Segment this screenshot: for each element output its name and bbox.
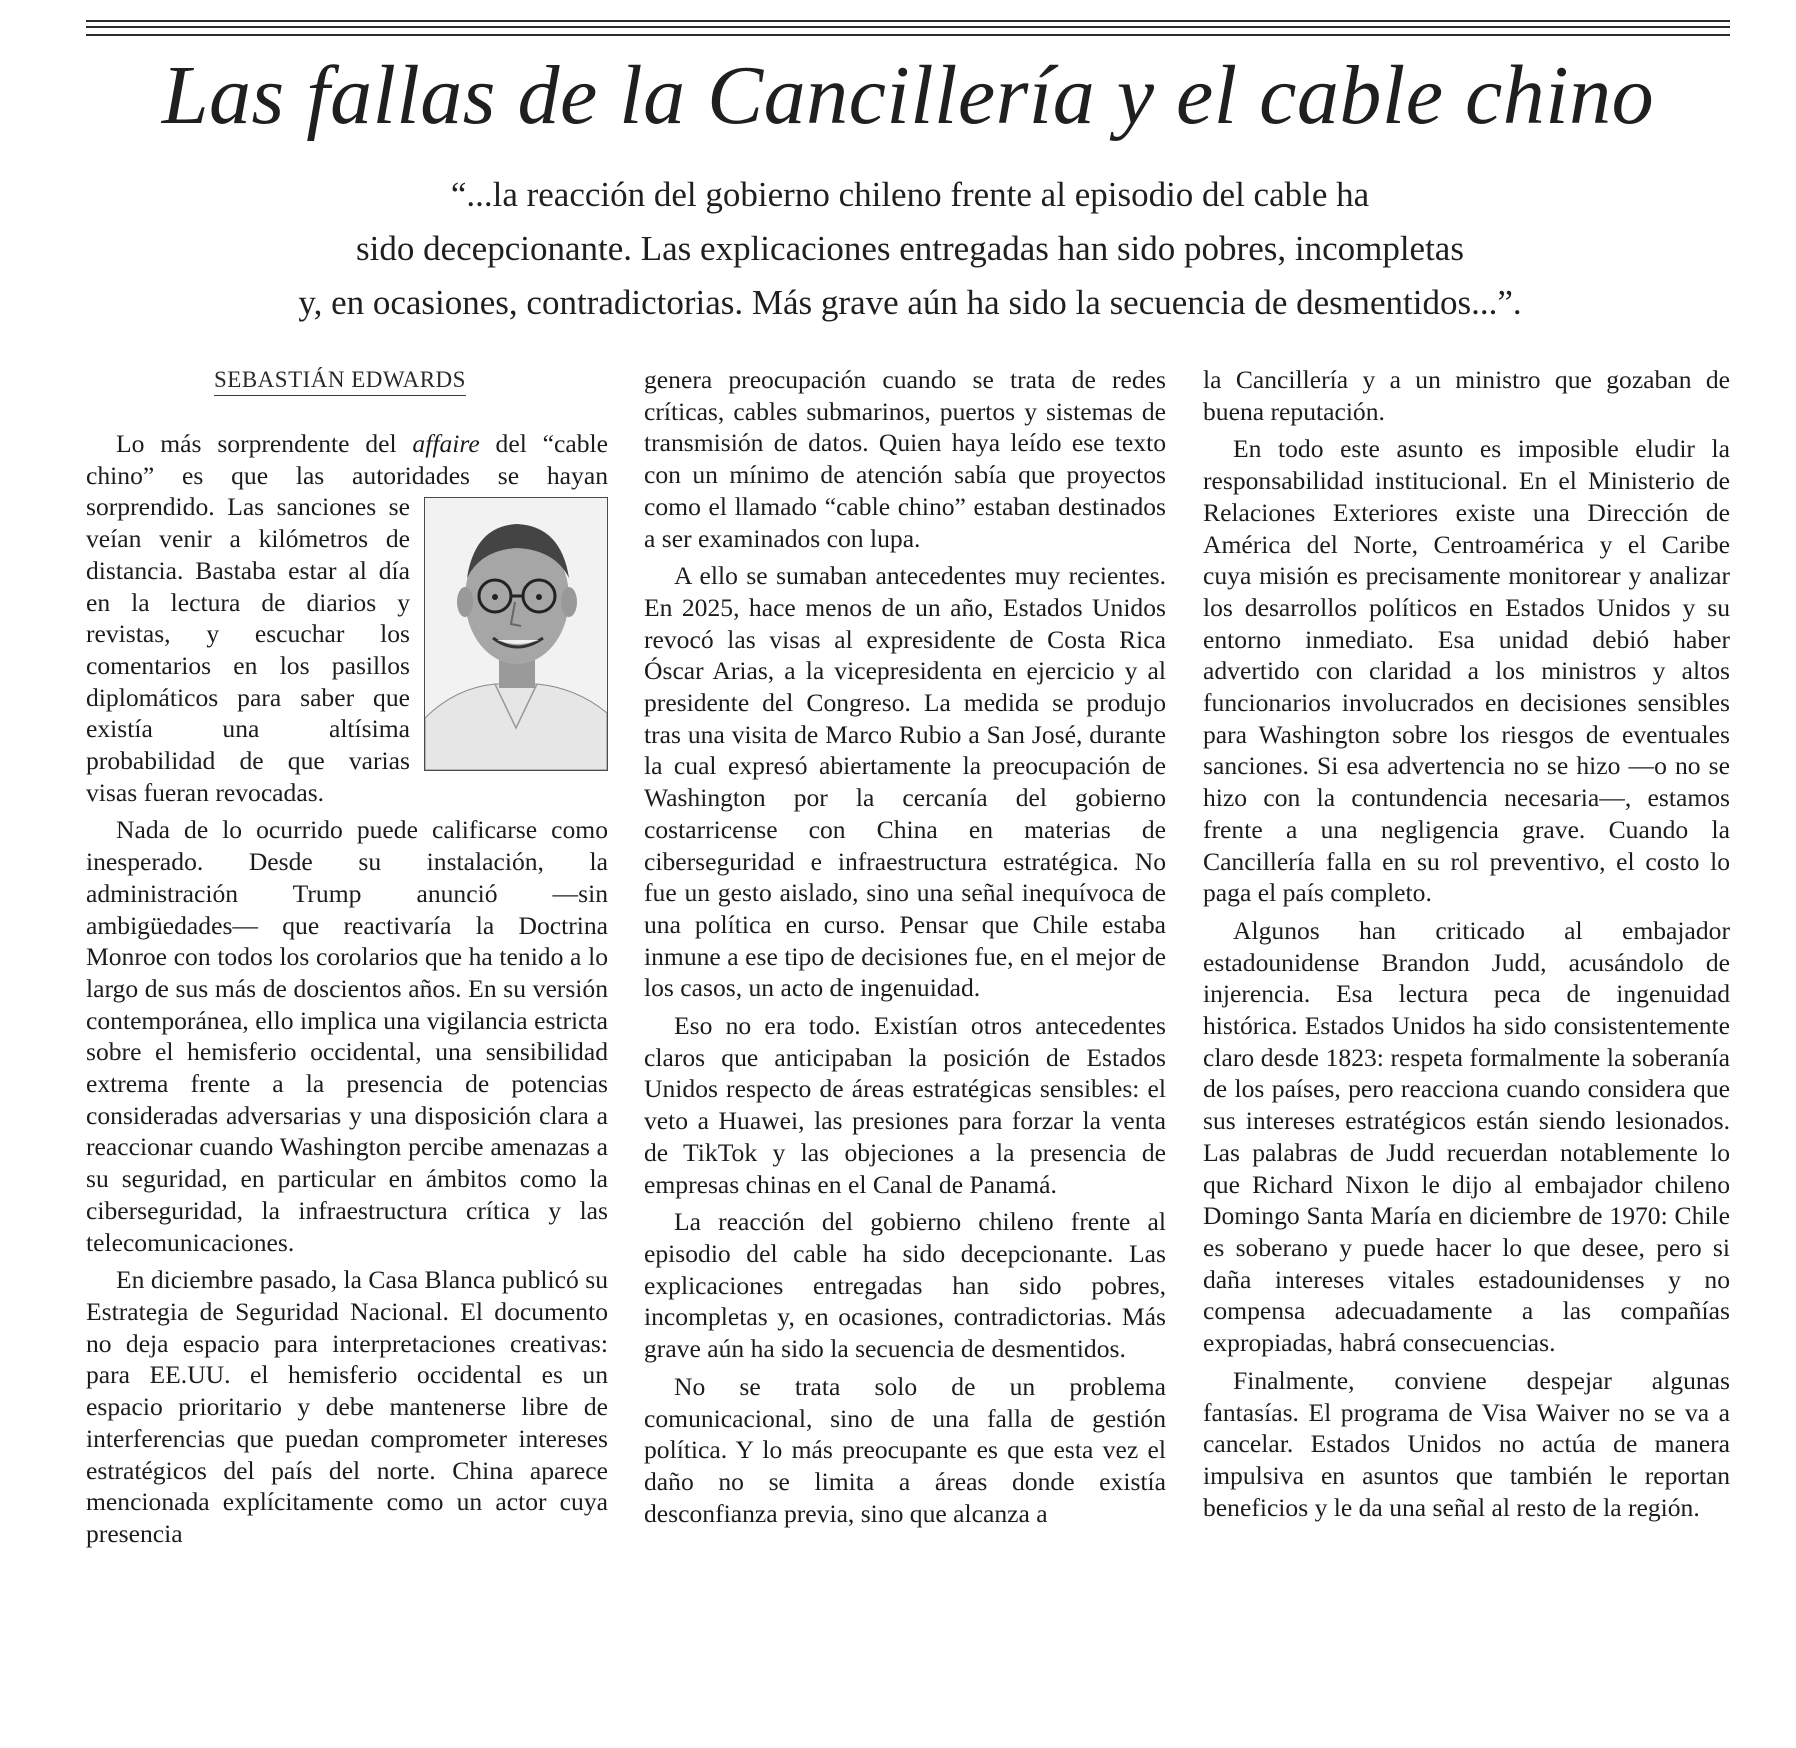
article-paragraph: En diciembre pasado, la Casa Blanca publicó su Estrategia de Seguridad Nacional. El documento no deja espacio para interpretaciones creativas: para EE.UU. el hemisferio occidental es un espacio prioritario y debe mantenerse libre de interferencias que puedan comprometer intereses estratégicos del país del norte. China aparece mencionada explícitamente como un actor cuya presencia (86, 1265, 608, 1548)
headline: Las fallas de la Cancillería y el cable chino (161, 49, 1655, 142)
article-paragraph: la Cancillería y a un ministro que gozaban de buena reputación. (1203, 365, 1730, 426)
article-column-3 (1203, 364, 1730, 1529)
author-photo (424, 497, 608, 771)
paragraph-text: Las sanciones se veían venir a kilómetros de distancia. Bastaba estar al día en la lectura de diarios y revistas, y escuchar los comentarios en los pasillos diplomáticos para saber que existía una altísima probabilidad de que varias visas fueran revocadas. (86, 492, 410, 807)
article-paragraph: La reacción del gobierno chileno frente al episodio del cable ha sido decepcionante. Las explicaciones entregadas han sido pobres, incompletas y, en ocasiones, contradictorias. Más grave aún ha sido la secuencia de desmentidos. (644, 1207, 1166, 1364)
deck-line: y, en ocasiones, contradictorias. Más grave aún ha sido la secuencia de desmentidos...”. (298, 283, 1522, 322)
article-paragraph: Algunos han criticado al embajador estadounidense Brandon Judd, acusándolo de injerencia. Esa lectura peca de ingenuidad histórica. Estados Unidos ha sido consistentemente claro desde 1823: respeta formalmente la soberanía de los países, pero reacciona cuando considera que sus intereses estratégicos están siendo lesionados. Las palabras de Judd recuerdan notablemente lo que Richard Nixon le dijo al embajador chileno Domingo Santa María en diciembre de 1970: Chile es soberano y puede hacer lo que desee, pero si daña intereses vitales estadounidenses y no compensa adecuadamente a las compañías expropiadas, habrá consecuencias. (1203, 915, 1730, 1358)
article-paragraph: En todo este asunto es imposible eludir la responsabilidad institucional. En el Ministerio de Relaciones Exteriores existe una Dirección de América del Norte, Centroamérica y el Caribe cuya misión es precisamente monitorear y analizar los desarrollos políticos en Estados Unidos y su entorno inmediato. Esa unidad debió haber advertido con claridad a los ministros y altos funcionarios involucrados en decisiones sensibles para Washington sobre los riesgos de eventuales sanciones. Si esa advertencia no se hizo —o no se hizo con la contundencia necesaria—, estamos frente a una negligencia grave. Cuando la Cancillería falla en su rol preventivo, el costo lo paga el país completo. (1203, 434, 1730, 908)
top-double-rule (86, 20, 1730, 36)
article-paragraph (86, 428, 608, 808)
pull-quote-deck (150, 168, 1670, 330)
italic-word: affaire (412, 429, 480, 458)
author-portrait-icon (425, 498, 607, 770)
deck-line: “...la reacción del gobierno chileno frente al episodio del cable ha (450, 175, 1370, 214)
article-paragraph: A ello se sumaban antecedentes muy recientes. En 2025, hace menos de un año, Estados Unidos revocó las visas al expresidente de Costa Rica Óscar Arias, a la vicepresidenta en ejercicio y al presidente del Congreso. La medida se produjo tras una visita de Marco Rubio a San José, durante la cual expresó abiertamente la preocupación de Washington por la cercanía del gobierno costarricense con China en materias de ciberseguridad e infraestructura estratégica. No fue un gesto aislado, sino una señal inequívoca de una política en curso. Pensar que Chile estaba inmune a ese tipo de decisiones fue, en el mejor de los casos, un acto de ingenuidad. (644, 561, 1166, 1003)
article-column-1 (86, 428, 608, 1556)
paragraph-text: del “cable chino” es que las autoridades se hayan sorprendido. (86, 429, 608, 522)
article-paragraph: Eso no era todo. Existían otros antecedentes claros que anticipaban la posición de Estados Unidos respecto de áreas estratégicas sensibles: el veto a Huawei, las presiones para forzar la venta de TikTok y las objeciones a la presencia de empresas chinas en el Canal de Panamá. (644, 1011, 1166, 1199)
article-paragraph: Finalmente, conviene despejar algunas fantasías. El programa de Visa Waiver no se va a cancelar. Estados Unidos no actúa de manera impulsiva en asuntos que también le reportan beneficios y le da una señal al resto de la región. (1203, 1365, 1730, 1522)
article-paragraph: No se trata solo de un problema comunicacional, sino de una falla de gestión política. Y lo más preocupante es que esta vez el daño no se limita a áreas donde existía desconfianza previa, sino que alcanza a (644, 1371, 1166, 1528)
byline: SEBASTIÁN EDWARDS (214, 367, 466, 396)
article-paragraph: Nada de lo ocurrido puede calificarse como inesperado. Desde su instalación, la administración Trump anunció —sin ambigüedades— que reactivaría la Doctrina Monroe con todos los corolarios que ha tenido a lo largo de sus más de doscientos años. En su versión contemporánea, ello implica una vigilancia estricta sobre el hemisferio occidental, una sensibilidad extrema frente a la presencia de potencias consideradas adversarias y una disposición clara a reaccionar cuando Washington percibe amenazas a su seguridad, en particular en ámbitos como la ciberseguridad, la infraestructura crítica y las telecomunicaciones. (86, 815, 608, 1257)
article-column-2 (644, 364, 1166, 1535)
article-paragraph: genera preocupación cuando se trata de redes críticas, cables submarinos, puertos y sistemas de transmisión de datos. Quien haya leído ese texto con un mínimo de atención sabía que proyectos como el llamado “cable chino” estaban destinados a ser examinados con lupa. (644, 365, 1166, 553)
paragraph-text: Lo más sorprendente del (116, 429, 413, 458)
deck-line: sido decepcionante. Las explicaciones entregadas han sido pobres, incompletas (356, 229, 1464, 268)
